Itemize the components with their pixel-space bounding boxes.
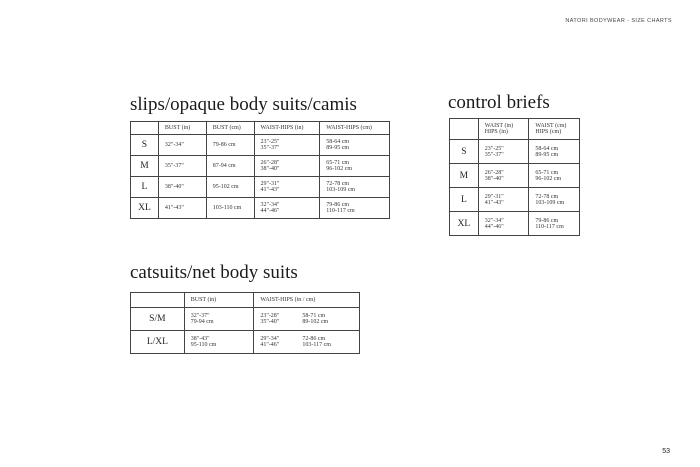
cell-line: 103-109 cm — [535, 199, 565, 206]
cell-line: 65-71 cm — [326, 160, 350, 166]
table-cell — [320, 156, 390, 177]
cell-line: 32"-34" — [260, 202, 280, 208]
cell-line: 72-78 cm — [535, 193, 559, 200]
cell-line: 96-102 cm — [535, 175, 562, 182]
cell-line: 41"-46" — [260, 342, 280, 348]
cell-line: 65-71 cm — [535, 169, 559, 176]
table-cell — [184, 308, 254, 331]
size-label: L — [131, 177, 159, 198]
table-row — [450, 140, 580, 164]
catsuits-title: catsuits/net body suits — [130, 262, 298, 283]
table-row — [450, 164, 580, 188]
size-label: S — [450, 140, 479, 164]
cell-line: 44"-46" — [260, 208, 280, 214]
slips-title: slips/opaque body suits/camis — [130, 94, 357, 115]
slips-size-table — [130, 121, 390, 219]
table-cell: 79-86 cm — [206, 135, 254, 156]
cell-line: 79-94 cm — [190, 319, 214, 325]
cell-line: 44"-46" — [484, 223, 504, 230]
table-cell — [254, 308, 360, 331]
table-header-cell: WAIST-HIPS (in) — [254, 122, 320, 135]
table-cell — [478, 188, 529, 212]
table-cell — [254, 331, 360, 354]
table-header-cell: WAIST-HIPS (in / cm) — [254, 293, 360, 308]
header-text: NATORI BODYWEAR - SIZE CHARTS — [565, 18, 672, 24]
cell-line: 110-117 cm — [326, 208, 355, 214]
table-row — [131, 135, 390, 156]
table-cell: 38"-40" — [158, 177, 206, 198]
cell-line: 41"-43" — [484, 199, 504, 206]
cell-line: 23"-25" — [260, 139, 280, 145]
table-cell — [254, 177, 320, 198]
table-cell — [254, 156, 320, 177]
catsuits-size-table — [130, 292, 360, 354]
table-row — [131, 177, 390, 198]
table-cell — [320, 198, 390, 219]
table-header-cell — [478, 119, 529, 140]
cell-line: 29"-34" — [260, 336, 280, 342]
control-briefs-title: control briefs — [448, 92, 550, 113]
cell-line: 72-78 cm — [326, 181, 350, 187]
table-header-row — [450, 119, 580, 140]
table-header-cell: BUST (in) — [158, 122, 206, 135]
size-label: S/M — [131, 308, 185, 331]
cell-line: 58-71 cm — [302, 313, 326, 319]
cell-line: WAIST (in) — [484, 123, 514, 129]
table-row — [131, 308, 360, 331]
cell-line: 23"-25" — [484, 145, 504, 152]
table-header-row — [131, 122, 390, 135]
table-cell: 103-110 cm — [206, 198, 254, 219]
cell-line: 79-86 cm — [326, 202, 350, 208]
table-cell — [529, 212, 580, 236]
size-label: XL — [450, 212, 479, 236]
table-cell — [184, 331, 254, 354]
table-row — [450, 212, 580, 236]
size-label: S — [131, 135, 159, 156]
cell-line: 26"-28" — [484, 169, 504, 176]
cell-line: 89-95 cm — [326, 145, 350, 151]
size-label: L/XL — [131, 331, 185, 354]
table-cell: 41"-43" — [158, 198, 206, 219]
table-cell — [529, 188, 580, 212]
table-row — [450, 188, 580, 212]
table-header-cell — [529, 119, 580, 140]
cell-line: HIPS (cm) — [535, 129, 562, 135]
cell-line: 79-86 cm — [535, 217, 559, 224]
cell-line: 26"-28" — [260, 160, 280, 166]
control-briefs-size-table — [449, 118, 580, 236]
page-number: 53 — [662, 448, 670, 455]
cell-line: WAIST (cm) — [535, 123, 567, 129]
table-cell — [478, 140, 529, 164]
cell-line: 38"-40" — [484, 175, 504, 182]
table-cell — [478, 164, 529, 188]
cell-line: 95-110 cm — [190, 342, 217, 348]
size-label: XL — [131, 198, 159, 219]
table-cell: 87-94 cm — [206, 156, 254, 177]
cell-line: 72-86 cm — [302, 336, 326, 342]
table-header-cell — [450, 119, 479, 140]
cell-line: 38"-43" — [190, 336, 210, 342]
table-cell — [254, 135, 320, 156]
table-cell — [254, 198, 320, 219]
cell-line: 110-117 cm — [535, 223, 564, 230]
table-header-cell — [131, 293, 185, 308]
cell-line: 89-102 cm — [302, 319, 329, 325]
cell-line: 35"-40" — [260, 319, 280, 325]
cell-line: 58-64 cm — [535, 145, 559, 152]
size-label: M — [450, 164, 479, 188]
cell-line: 41"-43" — [260, 187, 280, 193]
table-header-row — [131, 293, 360, 308]
table-header-cell — [131, 122, 159, 135]
cell-line: HIPS (in) — [484, 129, 508, 135]
table-cell — [529, 164, 580, 188]
table-cell: 95-102 cm — [206, 177, 254, 198]
size-label: M — [131, 156, 159, 177]
cell-line: 89-95 cm — [535, 151, 559, 158]
cell-line: 103-117 cm — [302, 342, 331, 348]
cell-line: 35"-37" — [484, 151, 504, 158]
table-cell — [529, 140, 580, 164]
table-header-cell: WAIST-HIPS (cm) — [320, 122, 390, 135]
cell-line: 29"-31" — [484, 193, 504, 200]
table-row — [131, 156, 390, 177]
cell-line: 58-64 cm — [326, 139, 350, 145]
table-row — [131, 331, 360, 354]
cell-line: 103-109 cm — [326, 187, 356, 193]
table-header-cell: BUST (cm) — [206, 122, 254, 135]
cell-line: 35"-37" — [260, 145, 280, 151]
table-cell: 32"-34" — [158, 135, 206, 156]
table-row — [131, 198, 390, 219]
table-cell — [478, 212, 529, 236]
size-label: L — [450, 188, 479, 212]
cell-line: 23"-28" — [260, 313, 280, 319]
cell-line: 29"-31" — [260, 181, 280, 187]
cell-line: 32"-34" — [484, 217, 504, 224]
table-cell — [320, 135, 390, 156]
cell-line: 38"-40" — [260, 166, 280, 172]
table-cell — [320, 177, 390, 198]
table-cell: 35"-37" — [158, 156, 206, 177]
table-header-cell: BUST (in) — [184, 293, 254, 308]
cell-line: 32"-37" — [190, 313, 210, 319]
cell-line: 96-102 cm — [326, 166, 353, 172]
